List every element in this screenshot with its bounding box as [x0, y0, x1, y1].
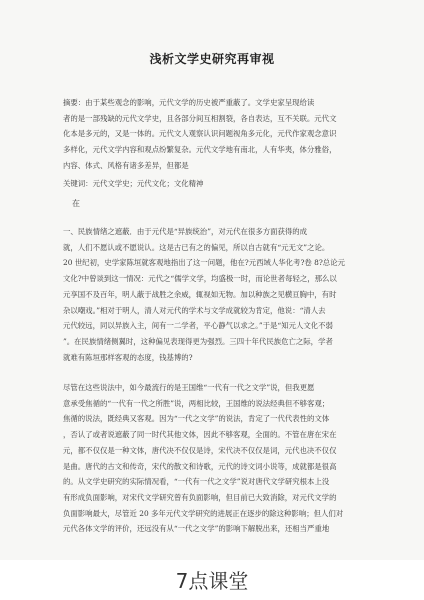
body-line: ”。在民族情绪侧翼时，这种偏见表现得更为强烈。三四十年代民族危亡之际，学者 [63, 336, 333, 346]
body-line: 就，人们不愿认或不愿说认。这是古已有之的偏见，所以自古就有“元无文”之论。 [63, 242, 330, 252]
body-line: 元代较远，同以异族入主，间有一二学者，平心静气以求之。”于是“知元人文化不弱 [63, 321, 333, 331]
body-paragraph-1 [63, 224, 363, 365]
body-line: 焦循的说法，既经典又客观。因为“一代之文学”的说法，肯定了一代代表性的文体 [63, 414, 330, 424]
body-line: 负面影响最大，尽管近 20 多年元代文学研究的进展正在逐步的除这种影响；但人们对 [63, 508, 344, 518]
abstract-line: 化本是多元的，又是一体的。元代文人观察认识问题视角多元化，元代作家观念意识 [63, 129, 337, 139]
body-line: 是曲。唐代的古文和传奇，宋代的散文和诗歌，元代的诗文词小说等，成就都是很高 [63, 461, 337, 471]
body-line: 有形成负面影响，对宋代文学研究曾有负面影响，但目前已大致消除，对元代文学的 [63, 492, 337, 502]
abstract-line: 多样化，元代文学内容和观点纷繁复杂。元代文学地有南北，人有华夷，体分雅俗， [63, 145, 337, 155]
section-label: 在 [72, 199, 80, 208]
document-title: 浅析文学史研究再审视 [149, 52, 275, 66]
abstract-line: 摘要：由于某些观念的影响，元代文学的历史被严重蔽了。文学史家呈现给读 [63, 98, 315, 107]
body-line: 就难有陈垣那样客观的态度，钱基博的? [63, 352, 193, 362]
body-line: 元代各体文学的评价，还远没有从“一代之文学”的影响下解脱出来，还相当严重地 [63, 524, 330, 534]
body-line: 元，都不仅仅是一种文体，唐代决不仅仅是诗，宋代决不仅仅是词，元代也决不仅仅 [63, 445, 337, 455]
body-line: 意承受焦循的“一代有一代之所胜”说，两相比较，王国维的说法经典但不够客观； [63, 398, 330, 408]
body-line: 20 世纪初，史学家陈垣就客观地指出了这一问题，他在?元西域人华化考?卷 8?总论元 [63, 258, 345, 268]
body-line: 一、民族情绪之遮蔽．由于元代是“异族统治”，对元代在很多方面获得的成 [63, 227, 308, 236]
keywords-block [63, 176, 363, 192]
abstract-line: 者的是一部残缺的元代文学史，且各部分间互相割裂，各自表达，互不关联。元代文 [63, 113, 337, 123]
abstract-line: 内容、体式、风格有诸多差异，但都是 [63, 160, 189, 170]
body-line: ，否认了或者说遮蔽了同一时代其他文体，因此不够客观，全面的。不管在唐在宋在 [63, 430, 337, 440]
body-line: 元享国不及百年，明人蔽于战胜之余威，辄视如无物。加以种族之见横亘胸中，有时 [63, 289, 337, 299]
keywords-line: 关键词：元代文学史；元代文化；文化精神 [63, 179, 204, 188]
body-line: 文化?中曾谈到这一情况：元代之“儒学文学，均盛极一时，而论世者每轻之，那么以 [63, 274, 337, 284]
body-line: 杂以嘲戏。”相对于明人，清人对元代的学术与文学成就较为肯定，他说：“清人去 [63, 305, 326, 315]
body-line: 的。从文学史研究的实际情况看，“一代有一代之文学”说对唐代文学研究根本上没 [63, 477, 330, 487]
body-line: 尽管在这些说法中，如今最流行的是王国维“一代有一代之文学”说，但我更愿 [63, 383, 315, 392]
body-paragraph-2 [63, 380, 363, 537]
abstract-block [63, 95, 363, 174]
watermark-caption: 7点课堂 [175, 569, 249, 593]
